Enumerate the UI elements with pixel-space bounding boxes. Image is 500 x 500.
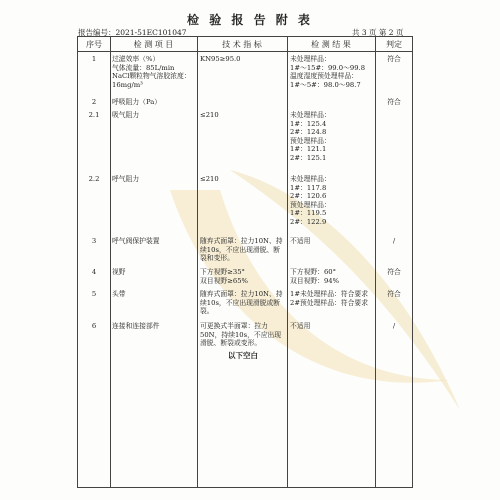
result-line: 双目视野：94% xyxy=(290,276,340,285)
result-line: 未处理样品： xyxy=(290,111,331,119)
result-line: 2#：120.6 xyxy=(290,192,327,201)
result-line: 1#：119.5 xyxy=(290,209,327,218)
row-4-verdict: 符合 xyxy=(387,268,401,276)
row-4-spec xyxy=(200,268,248,285)
row-1-spec: KN95≥95.0 xyxy=(200,55,241,63)
spec-line: 随弃式面罩：拉力10N、持 xyxy=(200,237,283,245)
spec-line: 续10s，不应出现滑脱、断 xyxy=(200,245,281,254)
row-2-no: 2 xyxy=(91,98,97,106)
results-table xyxy=(77,36,413,488)
row-2-2-item: 呼气阻力 xyxy=(112,175,140,183)
result-line: 2#：122.9 xyxy=(290,217,327,226)
row-2-2-no: 2.2 xyxy=(88,175,100,183)
row-2-1-no: 2.1 xyxy=(88,111,100,119)
result-line: 预处理样品： xyxy=(290,200,331,209)
row-6-verdict: / xyxy=(392,322,396,330)
item-line: 16mg/m³ xyxy=(112,80,143,89)
row-6-spec xyxy=(200,322,281,348)
row-3-result: 不适用 xyxy=(290,237,311,245)
result-line: 1#：117.8 xyxy=(290,183,327,192)
row-4-no: 4 xyxy=(91,268,97,276)
result-line: 1#：125.4 xyxy=(290,119,327,128)
row-1-no: 1 xyxy=(91,55,97,63)
report-number: 报告编号：2021-51EC101047 xyxy=(78,28,187,37)
result-line: 未处理样品： xyxy=(290,175,331,183)
row-1-result xyxy=(290,55,365,89)
row-6-no: 6 xyxy=(91,322,97,330)
spec-line: 裂。 xyxy=(200,307,214,316)
spec-line: 随弃式面罩：拉力10N、持 xyxy=(200,290,283,298)
row-3-item: 呼气阀保护装置 xyxy=(112,237,160,245)
header-item: 检 测 项 目 xyxy=(133,40,174,49)
item-line: 过滤效率（%） xyxy=(112,55,160,63)
item-line: NaCl颗粒物气溶胶浓度： xyxy=(112,72,191,81)
row-5-no: 5 xyxy=(91,290,97,298)
row-5-verdict: 符合 xyxy=(387,290,401,298)
row-6-item: 连接和连接部件 xyxy=(112,322,160,330)
spec-line: 下方视野≥35° xyxy=(200,268,245,276)
row-5-spec xyxy=(200,290,283,316)
row-2-1-result xyxy=(290,111,331,163)
header-verdict: 判定 xyxy=(386,40,402,49)
end-note: 以下空白 xyxy=(228,351,258,360)
result-line: 1#～15#：99.0～99.8 xyxy=(290,63,366,72)
row-2-1-spec: ≤210 xyxy=(200,111,219,119)
row-2-verdict: 符合 xyxy=(387,98,401,106)
header-divider xyxy=(78,51,412,52)
spec-line: 裂和变形。 xyxy=(200,254,234,263)
document-title: 检 验 报 告 附 表 xyxy=(187,13,313,27)
row-6-result: 不适用 xyxy=(290,322,311,330)
result-line: 2#：124.8 xyxy=(290,128,327,137)
result-line: 1#：121.1 xyxy=(290,145,327,154)
header-no: 序号 xyxy=(86,40,102,49)
row-3-spec xyxy=(200,237,283,263)
spec-line: 双目视野≥65% xyxy=(200,276,248,285)
result-line: 温度湿度预处理样品： xyxy=(290,72,358,81)
spec-line: 续10s，不应出现滑脱或断 xyxy=(200,298,281,307)
result-line: 预处理样品： xyxy=(290,136,331,145)
result-line: 1#未处理样品：符合要求 xyxy=(290,290,368,298)
result-line: 2#预处理样品：符合要求 xyxy=(290,298,368,307)
item-line: 气体流量：85L/min xyxy=(112,63,175,72)
header-result: 检 测 结 果 xyxy=(311,40,351,49)
spec-line: 可更换式半面罩：拉力 xyxy=(200,322,268,330)
header-spec: 技 术 指 标 xyxy=(222,40,262,49)
row-2-item: 呼吸阻力（Pa） xyxy=(112,98,162,106)
page-info: 共 3 页 第 2 页 xyxy=(352,28,404,37)
column-divider xyxy=(110,37,111,487)
spec-line: 滑脱、断裂或变形。 xyxy=(200,339,262,348)
row-5-result xyxy=(290,290,368,307)
result-line: 2#：125.1 xyxy=(290,153,327,162)
column-divider xyxy=(287,37,288,487)
result-line: 1#～5#：98.0～98.7 xyxy=(290,80,361,89)
row-2-2-result xyxy=(290,175,331,227)
result-line: 未处理样品： xyxy=(290,55,331,63)
row-1-verdict: 符合 xyxy=(387,55,401,63)
row-4-result xyxy=(290,268,339,285)
column-divider xyxy=(197,37,198,487)
row-4-item: 视野 xyxy=(112,268,126,276)
row-3-verdict: / xyxy=(392,237,396,245)
row-5-item: 头带 xyxy=(112,290,126,298)
row-2-2-spec: ≤210 xyxy=(200,175,219,183)
row-2-1-item: 吸气阻力 xyxy=(112,111,140,119)
result-line: 下方视野：60° xyxy=(290,268,337,276)
spec-line: 50N，持续10s，不应出现 xyxy=(200,330,282,339)
row-1-item xyxy=(112,55,191,89)
row-3-no: 3 xyxy=(91,237,97,245)
